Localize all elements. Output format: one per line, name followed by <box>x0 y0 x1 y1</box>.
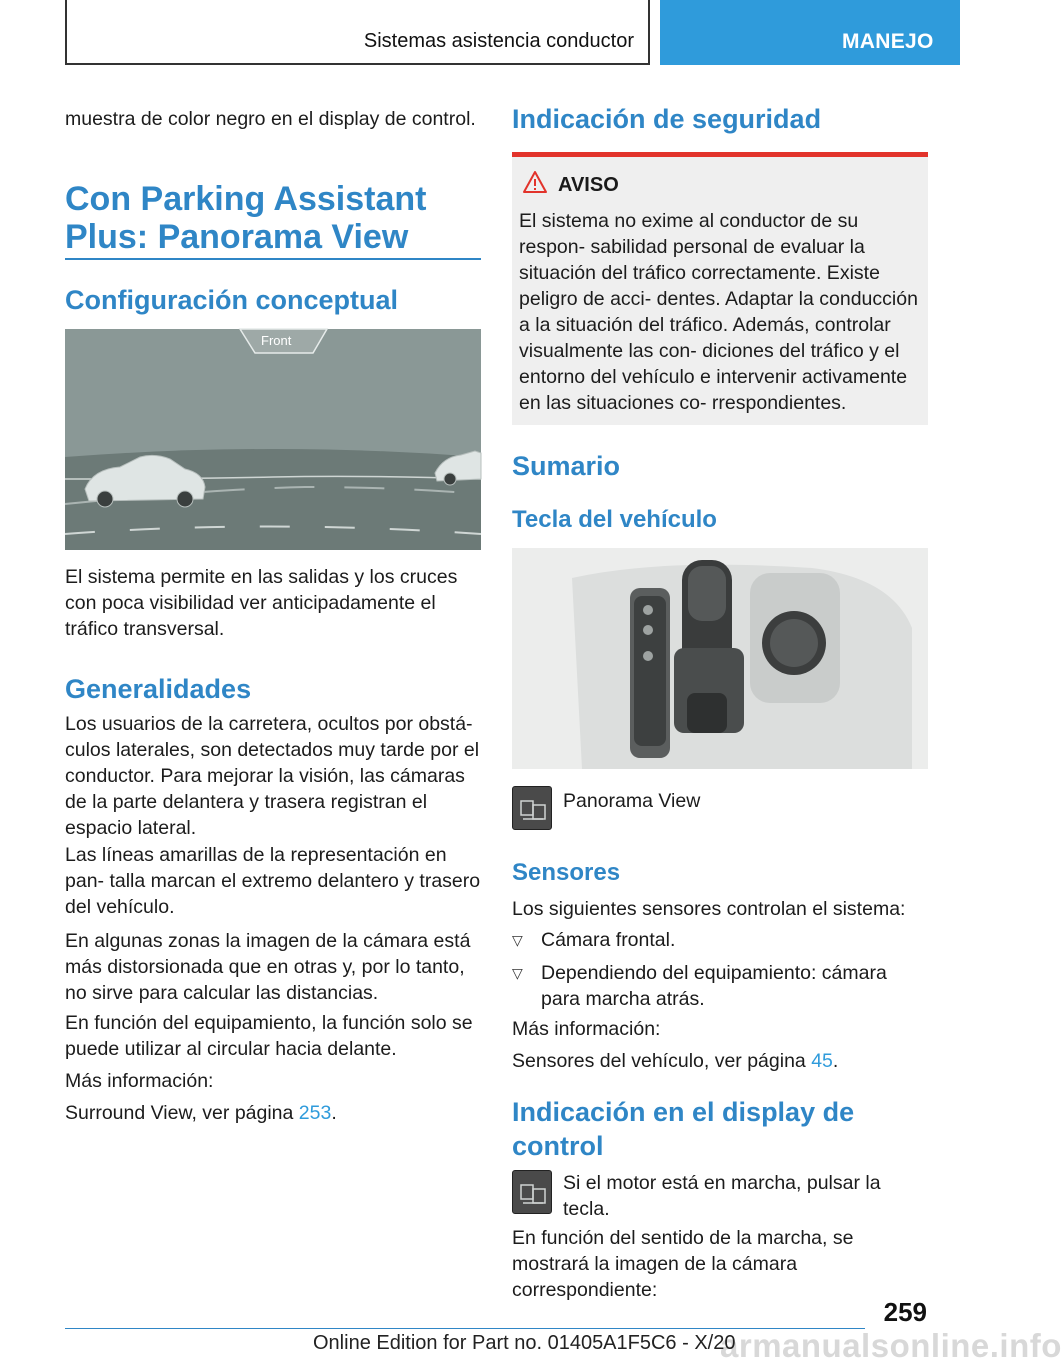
page-link-45[interactable]: 45 <box>811 1050 833 1072</box>
more-info-left: Más información: <box>65 1070 214 1092</box>
page-link-253[interactable]: 253 <box>298 1102 332 1124</box>
warning-text: El sistema no exime al conductor de su respon- sabilidad personal de evaluar la situación del tráfico correctamente. Existe peligro de acci- dentes. Adaptar la conducción a la situación del tráfico. Además, controlar visualmente las con- diciones del tráfico y el entorno del vehículo e intervenir activamente en las situaciones co- rrespondientes. <box>519 210 918 414</box>
display-text: En función del sentido de la marcha, se mostrará la imagen de la cámara correspondiente: <box>512 1227 854 1301</box>
more-info-right: Más información: <box>512 1018 661 1040</box>
warning-bar <box>512 152 928 157</box>
center-console-svg <box>512 548 928 769</box>
watermark: armanualsonline.info <box>720 1327 1062 1364</box>
warning-box <box>512 152 928 425</box>
general-heading: Generalidades <box>65 674 252 704</box>
reference-left <box>65 1100 337 1126</box>
main-title: Con Parking Assistant Plus: Panorama View <box>65 180 427 256</box>
header-section-title: Sistemas asistencia conductor <box>363 30 634 52</box>
safety-heading: Indicación de seguridad <box>512 104 822 134</box>
sensors-heading: Sensores <box>512 859 621 886</box>
display-heading: Indicación en el display de control <box>512 1097 855 1161</box>
sensor-bullet-1: Cámara frontal. <box>541 929 676 951</box>
chapter-tab-label: MANEJO <box>842 30 934 53</box>
general-paragraph-3: En algunas zonas la imagen de la cámara está más distorsionada que en otras y, por lo tanto, no sirve para calcular las distancias. <box>65 930 471 1004</box>
left-switch-panel <box>630 588 670 758</box>
reference-right <box>512 1048 838 1074</box>
reference-text: Surround View, ver página <box>65 1102 299 1124</box>
display-key-text: Si el motor está en marcha, pulsar la tecla. <box>563 1172 881 1220</box>
general-paragraph-4: En función del equipamiento, la función solo se puede utilizar al circular hacia delante. <box>65 1012 473 1060</box>
warning-triangle-icon <box>522 170 548 194</box>
general-paragraph-1: Los usuarios de la carretera, ocultos por obstá- culos laterales, son detectados muy tarde por el conductor. Para mejorar la visión, las cámaras de la parte delantera y trasera registran el espacio lateral. <box>65 713 480 839</box>
header-section-box <box>65 0 650 65</box>
summary-heading: Sumario <box>512 451 621 481</box>
bullet-marker-1: ▽ <box>512 932 523 948</box>
front-label: Front <box>261 333 292 348</box>
title-rule <box>65 258 481 260</box>
sensors-intro: Los siguientes sensores controlan el sistema: <box>512 898 906 920</box>
parking-brake-button <box>687 693 727 733</box>
key-heading: Tecla del vehículo <box>512 506 717 533</box>
idrive-controller <box>750 573 840 703</box>
page-number: 259 <box>883 1297 927 1327</box>
chapter-tab[interactable] <box>660 0 960 65</box>
bullet-marker-2: ▽ <box>512 965 523 981</box>
panorama-view-button-icon-2[interactable] <box>512 1170 552 1214</box>
general-paragraph-2: Las líneas amarillas de la representación en pan- talla marcan el extremo delantero y trasero del vehículo. <box>65 844 481 918</box>
panorama-view-illustration <box>65 329 481 550</box>
reference-end: . <box>331 1102 337 1124</box>
sensor-bullet-2: Dependiendo del equipamiento: cámara para marcha atrás. <box>541 962 887 1010</box>
concept-text: El sistema permite en las salidas y los cruces con poca visibilidad ver anticipadamente el tráfico transversal. <box>65 566 458 640</box>
panorama-scene-svg <box>65 329 481 550</box>
panorama-view-label: Panorama View <box>563 790 701 812</box>
intro-text: muestra de color negro en el display de control. <box>65 108 476 130</box>
warning-label: AVISO <box>558 174 619 196</box>
concept-heading: Configuración conceptual <box>65 285 399 315</box>
reference-text-right: Sensores del vehículo, ver página <box>512 1050 812 1072</box>
reference-end-right: . <box>832 1050 839 1072</box>
footer-edition: Online Edition for Part no. 01405A1F5C6 - X/20 <box>313 1332 736 1354</box>
center-console-photo <box>512 548 928 769</box>
panorama-view-button-icon[interactable] <box>512 786 552 830</box>
